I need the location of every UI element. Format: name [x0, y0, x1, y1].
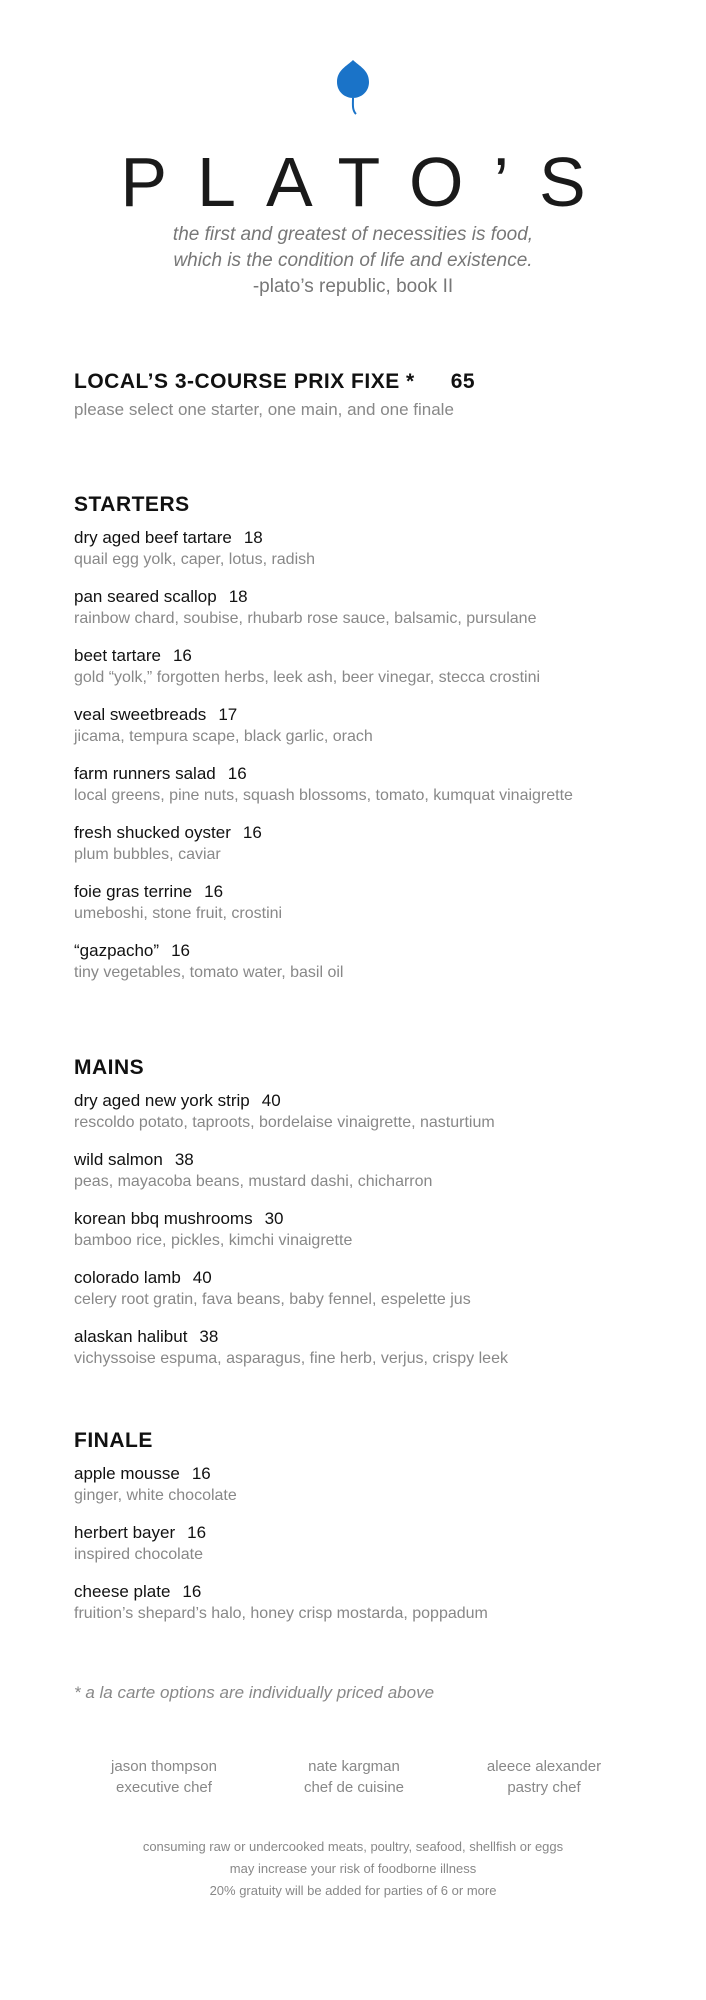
menu-item-price: 16: [187, 1523, 207, 1542]
chef-credit: [454, 1756, 634, 1798]
menu-item-heading: [74, 704, 654, 726]
menu-item-description: peas, mayacoba beans, mustard dashi, chicharron: [74, 1173, 433, 1190]
menu-item-price: 18: [243, 528, 263, 547]
menu-item-heading: [74, 527, 654, 549]
prix-fixe-price: 65: [450, 370, 476, 393]
starters-section: [74, 493, 654, 999]
menu-item-price: 30: [264, 1209, 284, 1228]
quote-source: -plato’s republic, book II: [252, 276, 454, 297]
menu-item-price: 16: [227, 764, 247, 783]
menu-item-description: bamboo rice, pickles, kimchi vinaigrette: [74, 1232, 353, 1249]
prix-fixe-heading: [74, 370, 654, 394]
menu-item-price: 16: [171, 941, 190, 960]
menu-item-price: 16: [204, 882, 224, 901]
menu-item: [74, 1463, 654, 1506]
quote-line: the first and greatest of necessities is food,: [172, 224, 534, 245]
menu-item-price: 16: [172, 646, 192, 665]
menu-item-description: quail egg yolk, caper, lotus, radish: [74, 551, 316, 568]
section-heading: FINALE: [74, 1429, 153, 1452]
menu-item-heading: [74, 1326, 654, 1348]
menu-item-name: farm runners salad: [74, 764, 216, 783]
menu-item-name: korean bbq mushrooms: [74, 1209, 253, 1228]
menu-item: [74, 527, 654, 570]
menu-item-name: foie gras terrine: [74, 882, 193, 901]
finale-list: [74, 1463, 654, 1624]
menu-item-description: local greens, pine nuts, squash blossoms, tomato, kumquat vinaigrette: [74, 787, 573, 804]
menu-item-description: fruition’s shepard’s halo, honey crisp mostarda, poppadum: [74, 1605, 488, 1622]
footer-line: 20% gratuity will be added for parties of 6 or more: [209, 1883, 497, 1898]
section-heading: MAINS: [74, 1056, 145, 1079]
menu-item-heading: [74, 881, 654, 903]
a-la-carte-note: * a la carte options are individually priced above: [74, 1683, 435, 1702]
menu-item: [74, 1326, 654, 1369]
footer-line: may increase your risk of foodborne illness: [229, 1861, 477, 1876]
menu-item-description: tiny vegetables, tomato water, basil oil: [74, 964, 344, 981]
menu-item-heading: [74, 586, 654, 608]
menu-item-description: inspired chocolate: [74, 1546, 203, 1563]
menu-item-price: 16: [191, 1464, 211, 1483]
menu-item: [74, 704, 654, 747]
menu-item-heading: [74, 1090, 654, 1112]
menu-item-description: jicama, tempura scape, black garlic, orach: [74, 728, 373, 745]
menu-item-heading: [74, 1581, 654, 1603]
menu-item: [74, 763, 654, 806]
chef-role: pastry chef: [507, 1779, 581, 1796]
chef-credits: [74, 1756, 634, 1798]
chef-role: executive chef: [116, 1779, 212, 1796]
menu-item-name: “gazpacho”: [74, 941, 160, 960]
menu-item-description: ginger, white chocolate: [74, 1487, 237, 1504]
menu-item: [74, 940, 654, 983]
menu-item-name: wild salmon: [74, 1150, 163, 1169]
chef-name: nate kargman: [308, 1758, 400, 1775]
menu-item-name: dry aged beef tartare: [74, 528, 232, 547]
menu-item-heading: [74, 822, 654, 844]
prix-fixe-title: LOCAL’S 3-COURSE PRIX FIXE *: [74, 370, 415, 393]
menu-item-heading: [74, 645, 654, 667]
footer-disclaimer: [0, 1836, 706, 1902]
chef-name: aleece alexander: [486, 1758, 602, 1775]
menu-item-description: gold “yolk,” forgotten herbs, leek ash, beer vinegar, stecca crostini: [74, 669, 541, 686]
chef-credit: [74, 1756, 254, 1798]
chef-name: jason thompson: [111, 1758, 217, 1775]
menu-item: [74, 1149, 654, 1192]
restaurant-title: PLATO’S: [120, 143, 616, 221]
prix-fixe-subtitle: please select one starter, one main, and one finale: [74, 400, 454, 419]
quote-line: which is the condition of life and existence.: [173, 250, 533, 271]
starters-list: [74, 527, 654, 983]
menu-item: [74, 822, 654, 865]
menu-item: [74, 1581, 654, 1624]
menu-item: [74, 1267, 654, 1310]
menu-item-description: rainbow chard, soubise, rhubarb rose sauce, balsamic, pursulane: [74, 610, 537, 627]
menu-item-name: alaskan halibut: [74, 1327, 188, 1346]
menu-item-heading: [74, 1267, 654, 1289]
menu-item-price: 40: [192, 1268, 212, 1287]
menu-item-heading: [74, 763, 654, 785]
menu-item-heading: [74, 1463, 654, 1485]
menu-item-name: fresh shucked oyster: [74, 823, 231, 842]
footer-line: consuming raw or undercooked meats, poultry, seafood, shellfish or eggs: [142, 1839, 564, 1854]
menu-item-heading: [74, 1208, 654, 1230]
menu-item-name: pan seared scallop: [74, 587, 217, 606]
menu-item-description: plum bubbles, caviar: [74, 846, 221, 863]
menu-item-price: 38: [199, 1327, 219, 1346]
menu-item-name: herbert bayer: [74, 1523, 176, 1542]
menu-item: [74, 645, 654, 688]
menu-item-description: rescoldo potato, taproots, bordelaise vinaigrette, nasturtium: [74, 1114, 495, 1131]
menu-item: [74, 1208, 654, 1251]
menu-item-price: 40: [261, 1091, 281, 1110]
menu-item-description: umeboshi, stone fruit, crostini: [74, 905, 283, 922]
quote-block: [0, 222, 706, 300]
chef-credit: [264, 1756, 444, 1798]
menu-item-description: celery root gratin, fava beans, baby fennel, espelette jus: [74, 1291, 471, 1308]
menu-item-name: beet tartare: [74, 646, 161, 665]
menu-item-heading: [74, 1149, 654, 1171]
menu-item: [74, 1090, 654, 1133]
menu-item-price: 16: [182, 1582, 202, 1601]
menu-item-name: veal sweetbreads: [74, 705, 207, 724]
mains-list: [74, 1090, 654, 1369]
menu-item-name: apple mousse: [74, 1464, 180, 1483]
menu-item: [74, 881, 654, 924]
mains-section: [74, 1056, 654, 1385]
menu-item-heading: [74, 940, 654, 962]
aspen-leaf-icon: [333, 58, 373, 118]
finale-section: [74, 1429, 654, 1640]
menu-item-price: 38: [174, 1150, 194, 1169]
menu-item-name: cheese plate: [74, 1582, 171, 1601]
menu-item-name: dry aged new york strip: [74, 1091, 250, 1110]
menu-item-price: 17: [218, 705, 238, 724]
menu-item: [74, 586, 654, 629]
section-heading: STARTERS: [74, 493, 190, 516]
menu-item-name: colorado lamb: [74, 1268, 181, 1287]
menu-item-price: 16: [242, 823, 262, 842]
prix-fixe-section: [74, 370, 654, 420]
menu-item: [74, 1522, 654, 1565]
menu-item-heading: [74, 1522, 654, 1544]
chef-role: chef de cuisine: [303, 1779, 405, 1796]
menu-item-price: 18: [228, 587, 248, 606]
menu-item-description: vichyssoise espuma, asparagus, fine herb, verjus, crispy leek: [74, 1350, 508, 1367]
